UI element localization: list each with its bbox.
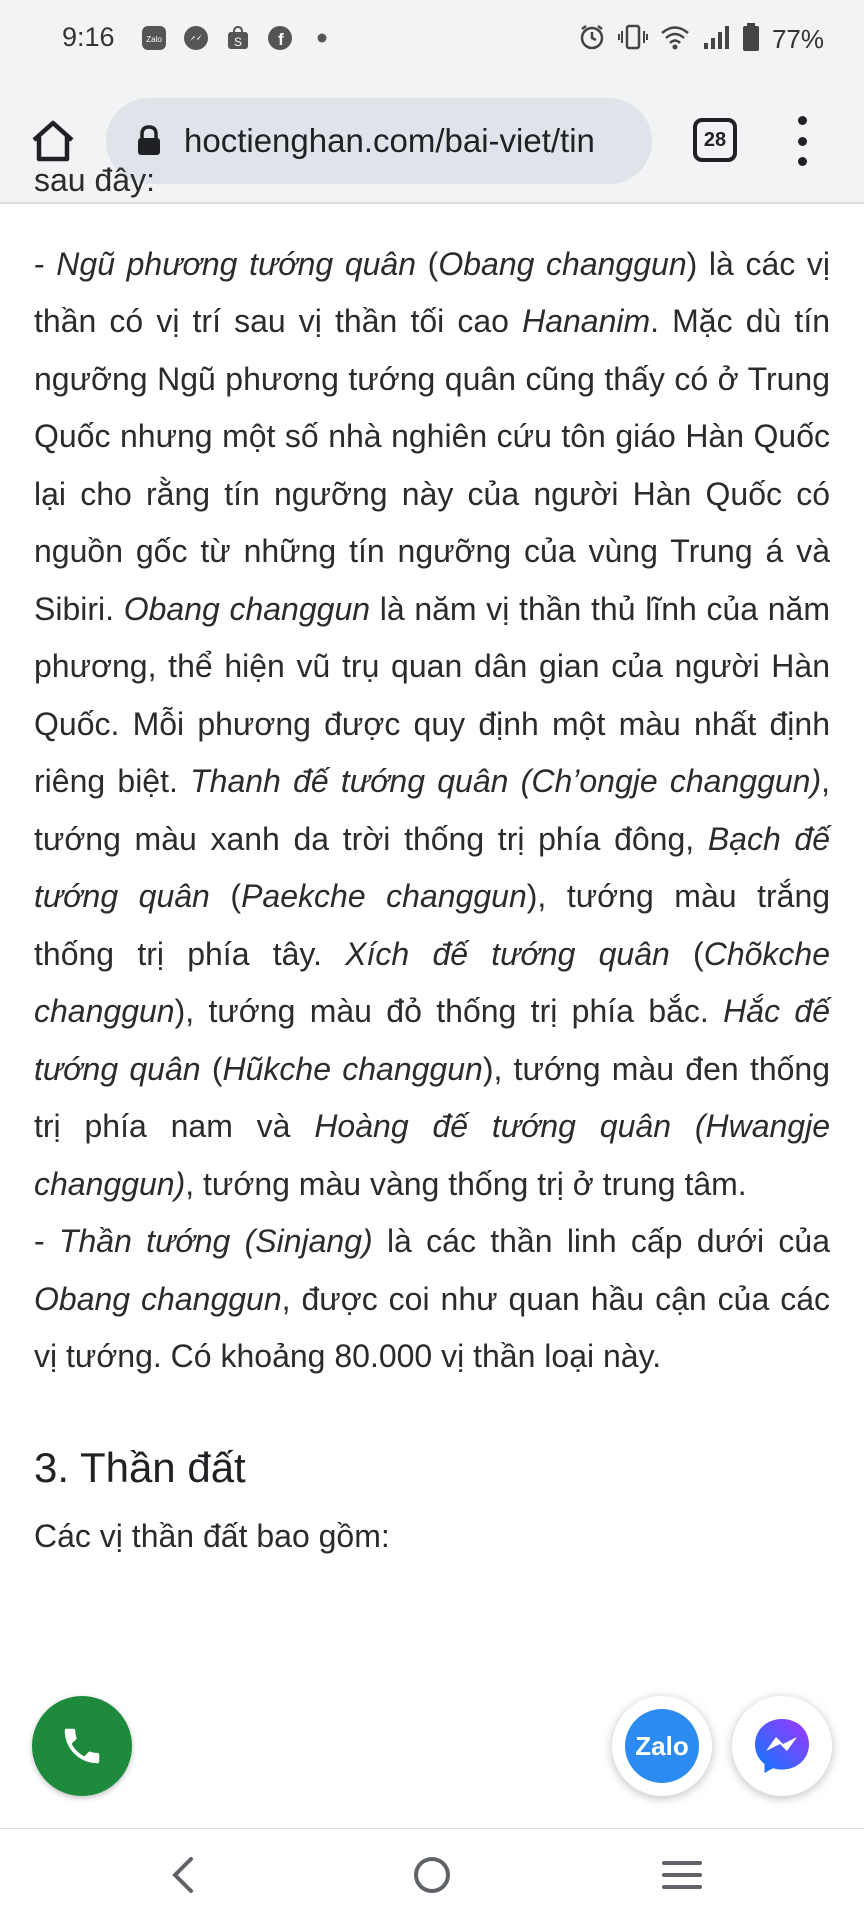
italic-term: Hũkche changgun <box>222 1050 483 1087</box>
messenger-icon <box>182 24 210 52</box>
text-span: ), tướng màu trắng thống trị phía tây. <box>34 878 831 972</box>
section-heading: 3. Thần đất <box>34 1443 246 1491</box>
text-span: , tướng màu xanh da trời thống trị phía đông, <box>34 763 830 857</box>
text-span: là năm vị thần thủ lĩnh của năm phương, thể hiện vũ trụ quan dân gian của người Hàn Quốc. Mỗi phương được quy định một màu nhất định riêng biệt. <box>34 590 831 799</box>
italic-term: Paekche changgun <box>241 878 527 914</box>
zalo-icon <box>140 24 168 52</box>
facebook-icon <box>266 24 294 52</box>
text-span: , được coi như quan hầu cận của các vị tướng. Có khoảng 80.000 vị thần loại này. <box>34 1280 831 1374</box>
battery-icon <box>742 22 760 57</box>
svg-text:Zalo: Zalo <box>146 35 162 44</box>
text-span: . Mặc dù tín ngưỡng Ngũ phương tướng quân cũng thấy có ở Trung Quốc nhưng một số nhà nghiên cứu tôn giáo Hàn Quốc lại cho rằng tín ngưỡng này của người Hàn Quốc có nguồn gốc từ những tín ngưỡng của vùng Trung á và Sibiri. <box>34 303 831 627</box>
italic-term: Bạch đế tướng quân <box>34 820 831 914</box>
dot-icon <box>308 24 336 52</box>
tab-switcher-button[interactable]: 28 <box>693 118 737 162</box>
menu-dot <box>798 137 807 146</box>
svg-text:f: f <box>278 30 284 49</box>
battery-percentage: 77% <box>771 24 824 54</box>
italic-term: Hắc đế tướng quân <box>34 993 831 1087</box>
back-button[interactable] <box>152 1849 212 1901</box>
section-intro: Các vị thần đất bao gồm: <box>34 1517 390 1554</box>
phone-icon <box>59 1723 105 1769</box>
italic-term: Obang changgun <box>123 590 371 627</box>
text-span: ( <box>200 1050 223 1087</box>
notification-icons <box>140 24 336 52</box>
italic-term: Chõkche changgun <box>34 935 831 1029</box>
text-span: ( <box>669 935 704 972</box>
italic-term: Xích đế tướng quân <box>345 935 670 972</box>
messenger-chat-button[interactable] <box>732 1696 832 1796</box>
text-span: ), tướng màu đỏ thống trị phía bắc. <box>174 993 724 1029</box>
svg-text:S: S <box>233 35 243 49</box>
previous-paragraph-fragment: sau đây: <box>34 162 155 198</box>
url-text: hoctienghan.com/bai-viet/tin <box>184 122 595 159</box>
vibrate-icon <box>618 23 648 56</box>
recents-icon <box>660 1853 704 1897</box>
italic-term: Hoàng đế tướng quân (Hwangje changgun) <box>34 1108 830 1202</box>
italic-term: Obang changgun <box>438 245 687 282</box>
article-body <box>34 152 830 1565</box>
signal-icon <box>702 23 730 56</box>
status-bar <box>0 0 864 78</box>
text-span: - <box>34 1223 59 1259</box>
italic-term: Hananim <box>522 303 651 339</box>
paragraph-obang-changgun <box>34 236 830 1214</box>
italic-term: Obang changgun <box>34 1280 282 1317</box>
system-status-icons <box>578 22 824 57</box>
call-button[interactable] <box>32 1696 132 1796</box>
page-content <box>0 162 864 1828</box>
text-span: ), tướng màu đen thống trị phía nam và <box>34 1050 831 1144</box>
text-span: ( <box>209 878 242 914</box>
wifi-icon <box>660 23 690 56</box>
status-time: 9:16 <box>62 22 115 52</box>
back-icon <box>165 1853 199 1897</box>
italic-term: Thanh đế tướng quân (Ch’ongje changgun) <box>190 763 822 799</box>
zalo-chat-button[interactable] <box>612 1696 712 1796</box>
italic-term: Thần tướng (Sinjang) <box>58 1223 373 1259</box>
alarm-icon <box>578 23 606 56</box>
home-nav-button[interactable] <box>402 1849 462 1901</box>
shopping-icon <box>224 24 252 52</box>
home-circle-icon <box>410 1853 454 1897</box>
text-span: là các thần linh cấp dưới của <box>372 1223 831 1259</box>
menu-dot <box>798 116 807 125</box>
text-span: - <box>34 245 57 282</box>
system-nav-bar <box>0 1828 864 1920</box>
text-span: ) là các vị thần có vị trí sau vị thần tối cao <box>34 245 831 339</box>
italic-term: Ngũ phương tướng quân <box>56 245 417 282</box>
recents-button[interactable] <box>652 1849 712 1901</box>
messenger-icon <box>751 1715 813 1777</box>
zalo-icon <box>625 1709 699 1783</box>
text-span: , tướng màu vàng thống trị ở trung tâm. <box>185 1165 747 1202</box>
zalo-label: Zalo <box>635 1730 689 1761</box>
text-span: ( <box>416 245 439 282</box>
paragraph-sinjang <box>34 1213 830 1386</box>
